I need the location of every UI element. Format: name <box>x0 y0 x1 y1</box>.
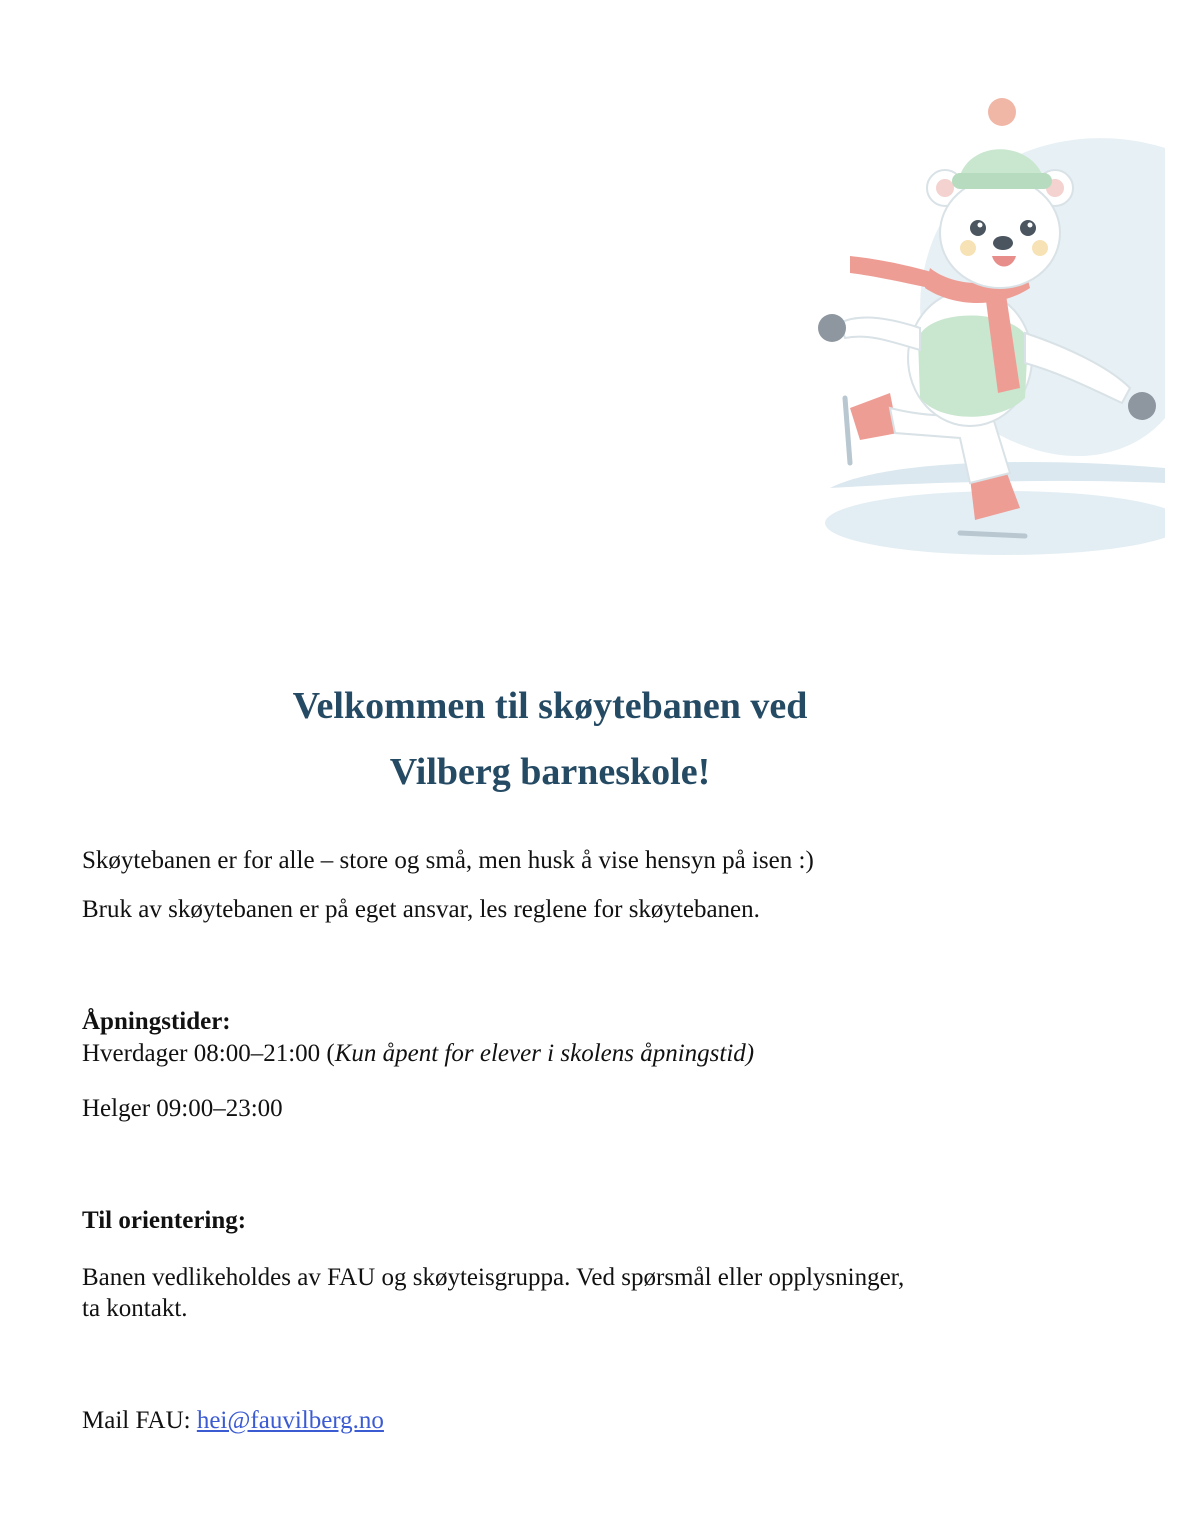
info-text-1: Banen vedlikeholdes av FAU og skøyteisgruppa. Ved spørsmål eller opplysninger, <box>82 1264 905 1291</box>
intro-text-1: Skøytebanen er for alle – store og små, men husk å vise hensyn på isen :) <box>82 847 814 874</box>
hours-heading: Åpningstider: <box>82 1008 231 1035</box>
info-text-2: ta kontakt. <box>82 1295 188 1322</box>
page-title-line-2: Vilberg barneskole! <box>389 751 711 793</box>
hours-weekend: Helger 09:00–23:00 <box>82 1095 283 1122</box>
polar-bear-icon <box>770 88 1165 563</box>
page-title-line-1: Velkommen til skøytebanen ved <box>292 685 808 727</box>
email-link[interactable]: hei@fauvilberg.no <box>196 1407 384 1434</box>
intro-text-2: Bruk av skøytebanen er på eget ansvar, les reglene for skøytebanen. <box>82 896 760 923</box>
skating-polar-bear-illustration <box>770 88 1165 563</box>
contact-line <box>82 1405 384 1436</box>
hours-weekdays-note: Kun åpent for elever i skolens åpningstid) <box>334 1040 755 1067</box>
contact-label: Mail FAU: <box>82 1407 197 1434</box>
hours-weekdays-text: Hverdager 08:00–21:00 ( <box>82 1040 335 1067</box>
hours-weekdays <box>82 1038 754 1069</box>
info-heading: Til orientering: <box>82 1207 247 1234</box>
